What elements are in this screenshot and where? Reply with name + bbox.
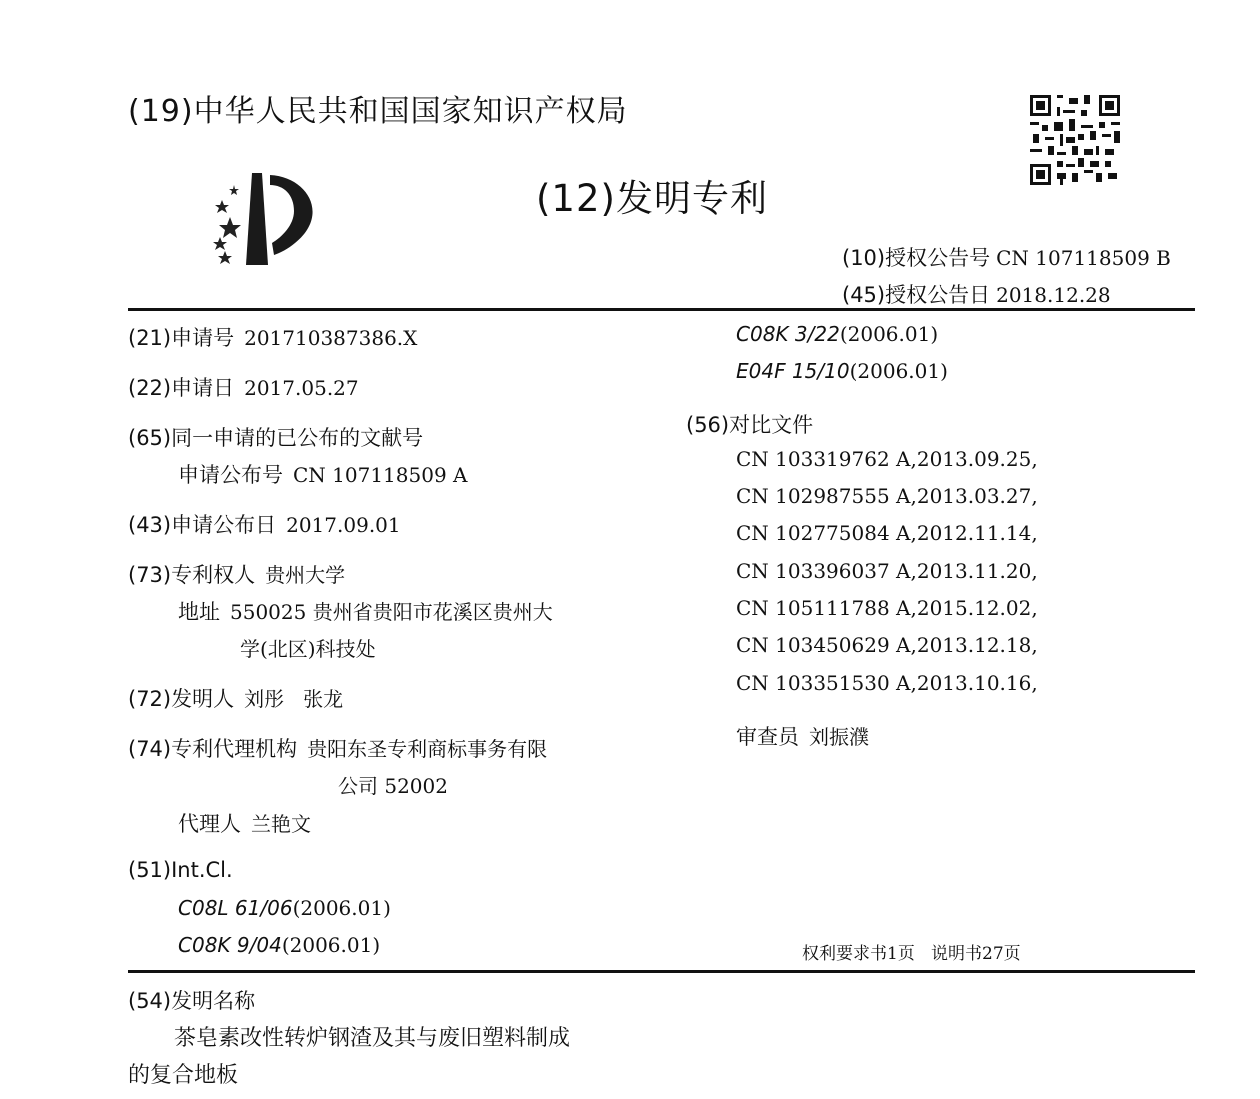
app-pub-date-row [128, 509, 401, 539]
address-line2: 学(北区)科技处 [240, 637, 376, 661]
app-date: 2017.05.27 [244, 376, 359, 400]
patentee-label: (73)专利权人 [128, 563, 256, 587]
examiner-label: 审查员 [736, 725, 799, 749]
app-no-row [128, 322, 417, 352]
patentee-row [128, 559, 345, 589]
pages-note: 权利要求书1页 说明书27页 [802, 944, 1021, 964]
grant-pub-date-label: (45)授权公告日 [842, 283, 991, 307]
patentee: 贵州大学 [265, 563, 346, 587]
inventors-label: (72)发明人 [128, 687, 235, 711]
grant-pub-date-row [842, 279, 1111, 309]
inventors: 刘彤 张龙 [244, 687, 344, 711]
app-date-label: (22)申请日 [128, 376, 235, 400]
agent-label: 代理人 [178, 812, 241, 836]
agency-label: (74)专利代理机构 [128, 737, 298, 761]
app-date-row [128, 372, 359, 402]
intcl-version: (2006.01) [849, 359, 948, 383]
examiner-row [736, 721, 869, 751]
cnipa-logo [190, 165, 325, 270]
intcl-entry [736, 322, 938, 346]
agency-row [128, 733, 547, 763]
address-line1: 550025 贵州省贵阳市花溪区贵州大 [230, 600, 553, 624]
cited-reference: CN 102775084 A,2012.11.14, [736, 521, 1038, 545]
inventors-row [128, 683, 343, 713]
app-pub-date-label: (43)申请公布日 [128, 513, 277, 537]
address-line2-row [240, 633, 376, 662]
app-pub-no-label: 申请公布号 [178, 463, 283, 487]
document-type: (12)发明专利 [536, 177, 768, 220]
intcl-code: E04F 15/10 [736, 359, 850, 383]
grant-pub-date: 2018.12.28 [996, 283, 1111, 307]
qr-code [1030, 95, 1120, 185]
app-pub-no: CN 107118509 A [293, 463, 468, 487]
app-pub-no-row [178, 459, 467, 489]
intcl-label: (51)Int.Cl. [128, 858, 233, 882]
app-no-label: (21)申请号 [128, 326, 235, 350]
intcl-code: C08L 61/06 [178, 896, 293, 920]
address-row [178, 596, 553, 626]
cited-reference: CN 105111788 A,2015.12.02, [736, 596, 1038, 620]
grant-pub-no: CN 107118509 B [996, 246, 1171, 270]
intcl-version: (2006.01) [281, 933, 381, 957]
intcl-entry [178, 933, 380, 957]
app-no: 201710387386.X [244, 326, 418, 350]
cited-reference: CN 102987555 A,2013.03.27, [736, 484, 1038, 508]
intcl-code: C08K 9/04 [178, 933, 282, 957]
header-divider [128, 308, 1195, 311]
agency-line1: 贵阳东圣专利商标事务有限 [307, 737, 548, 761]
agency-line2: 公司 52002 [338, 774, 448, 798]
invention-title-line1: 茶皂素改性转炉钢渣及其与废旧塑料制成 [174, 1026, 571, 1051]
cited-reference: CN 103319762 A,2013.09.25, [736, 447, 1038, 471]
app-pub-date: 2017.09.01 [286, 513, 401, 537]
cited-reference: CN 103396037 A,2013.11.20, [736, 559, 1038, 583]
cited-reference: CN 103450629 A,2013.12.18, [736, 633, 1038, 657]
prior-pub-heading: (65)同一申请的已公布的文献号 [128, 426, 424, 450]
issuing-office: (19)中华人民共和国国家知识产权局 [128, 94, 628, 129]
agency-line2-row [338, 770, 448, 799]
intcl-entry [736, 359, 948, 383]
intcl-version: (2006.01) [292, 896, 391, 920]
agent: 兰艳文 [251, 812, 311, 836]
refs-heading: (56)对比文件 [686, 413, 814, 437]
agent-row [178, 808, 311, 838]
cited-reference: CN 103351530 A,2013.10.16, [736, 671, 1038, 695]
invention-title-line2: 的复合地板 [128, 1063, 239, 1088]
intcl-version: (2006.01) [839, 322, 939, 346]
title-divider [128, 970, 1195, 973]
grant-pub-no-label: (10)授权公告号 [842, 246, 991, 270]
intcl-code: C08K 3/22 [736, 322, 840, 346]
address-label: 地址 [178, 600, 220, 624]
title-heading: (54)发明名称 [128, 989, 256, 1013]
intcl-entry [178, 896, 391, 920]
examiner: 刘振濮 [809, 725, 869, 749]
grant-pub-no-row [842, 242, 1171, 272]
